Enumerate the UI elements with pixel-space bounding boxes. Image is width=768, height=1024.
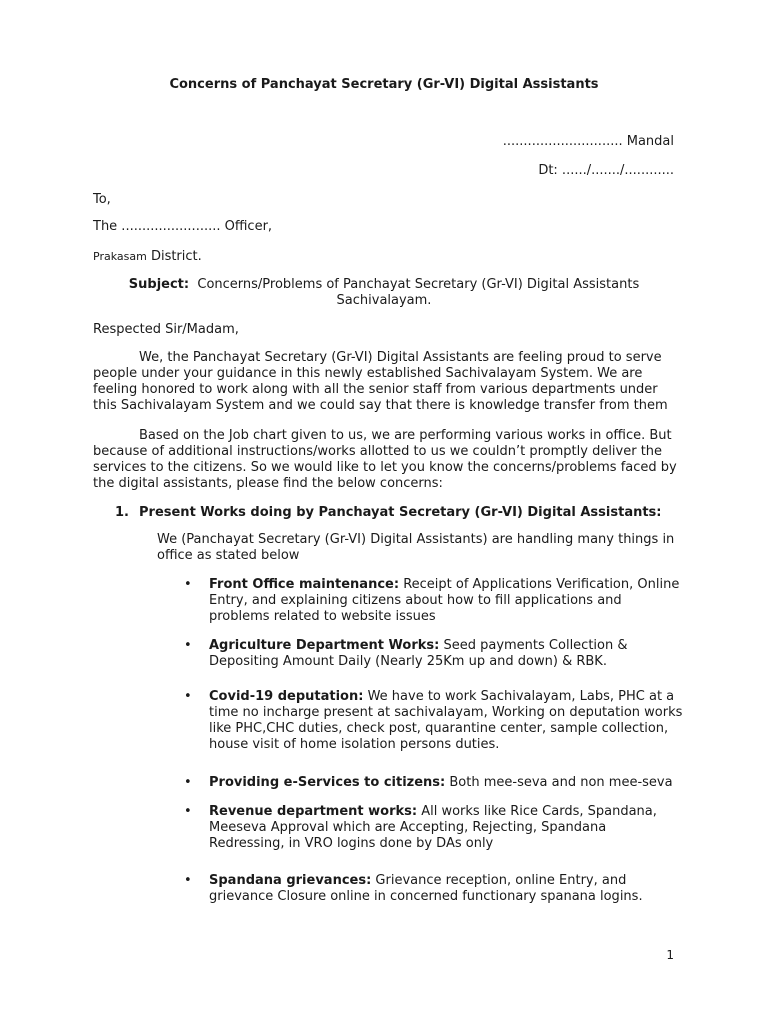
district-suffix: District. — [146, 249, 202, 264]
list-item-text: Both mee-seva and non mee-seva — [445, 775, 673, 790]
list-item-title: Front Office maintenance: — [209, 577, 400, 592]
mandal-line: ............................. Mandal — [502, 134, 674, 149]
bullet-icon: • — [184, 804, 192, 819]
list-item — [185, 689, 685, 753]
paragraph-2: Based on the Job chart given to us, we are performing various works in office. But because of additional instructions/works allotted to us we couldn’t promptly deliver the services to the citizens. So we would like to let you know the concerns/problems faced by the digital assistants, please find the below concerns: — [93, 428, 677, 491]
list-item-title: Agriculture Department Works: — [209, 638, 440, 653]
list-item — [185, 577, 685, 625]
section-heading-text: Present Works doing by Panchayat Secretary (Gr-VI) Digital Assistants: — [139, 505, 662, 520]
officer-line: The ........................ Officer, — [93, 219, 273, 234]
section-intro: We (Panchayat Secretary (Gr-VI) Digital Assistants) are handling many things in office as stated below — [157, 532, 675, 563]
salutation: Respected Sir/Madam, — [93, 322, 239, 337]
list-item-title: Spandana grievances: — [209, 873, 372, 888]
bullet-icon: • — [184, 638, 192, 653]
page-number: 1 — [666, 948, 674, 962]
district-prefix: Prakasam — [93, 250, 147, 263]
bullet-icon: • — [184, 577, 192, 592]
paragraph-1: We, the Panchayat Secretary (Gr-VI) Digital Assistants are feeling proud to serve people under your guidance in this newly established Sachivalayam System. We are feeling honored to work along with all the senior staff from various departments under this Sachivalayam System and we could say that there is knowledge transfer from them — [93, 350, 668, 413]
list-item — [185, 873, 685, 905]
bullet-icon: • — [184, 775, 192, 790]
date-line: Dt: ....../......./............ — [538, 163, 674, 178]
subject-block — [0, 277, 768, 309]
list-item-text: We have to work Sachivalayam, Labs, PHC at a time no incharge present at sachivalayam, Working on deputation works like PHC,CHC duties, check post, quarantine center, sample collection, house visit of home isolation persons duties. — [209, 689, 683, 752]
list-item-text: Receipt of Applications Verification, Online Entry, and explaining citizens about how to fill applications and problems related to website issues — [209, 577, 680, 624]
list-item-title: Providing e-Services to citizens: — [209, 775, 446, 790]
document-title: Concerns of Panchayat Secretary (Gr-VI) Digital Assistants — [169, 77, 599, 92]
bullet-icon: • — [184, 689, 192, 704]
list-item-text: All works like Rice Cards, Spandana, Meeseva Approval which are Accepting, Rejecting, Spandana Redressing, in VRO logins done by DAs only — [209, 804, 657, 851]
bullet-icon: • — [184, 873, 192, 888]
subject-text: Concerns/Problems of Panchayat Secretary (Gr-VI) Digital Assistants — [197, 277, 640, 292]
list-item-text: Seed payments Collection & Depositing Amount Daily (Nearly 25Km up and down) & RBK. — [209, 638, 628, 669]
district-line — [93, 249, 202, 264]
list-item-text: Grievance reception, online Entry, and grievance Closure online in concerned functionary spanana logins. — [209, 873, 643, 904]
list-item-title: Revenue department works: — [209, 804, 418, 819]
subject-line2: Sachivalayam. — [336, 293, 432, 308]
section-heading — [115, 505, 662, 520]
list-item — [185, 775, 685, 791]
list-item — [185, 804, 685, 852]
to-line: To, — [93, 192, 111, 207]
list-item — [185, 638, 685, 670]
subject-label: Subject: — [128, 277, 190, 292]
section-number: 1. — [115, 505, 129, 520]
list-item-title: Covid-19 deputation: — [209, 689, 364, 704]
